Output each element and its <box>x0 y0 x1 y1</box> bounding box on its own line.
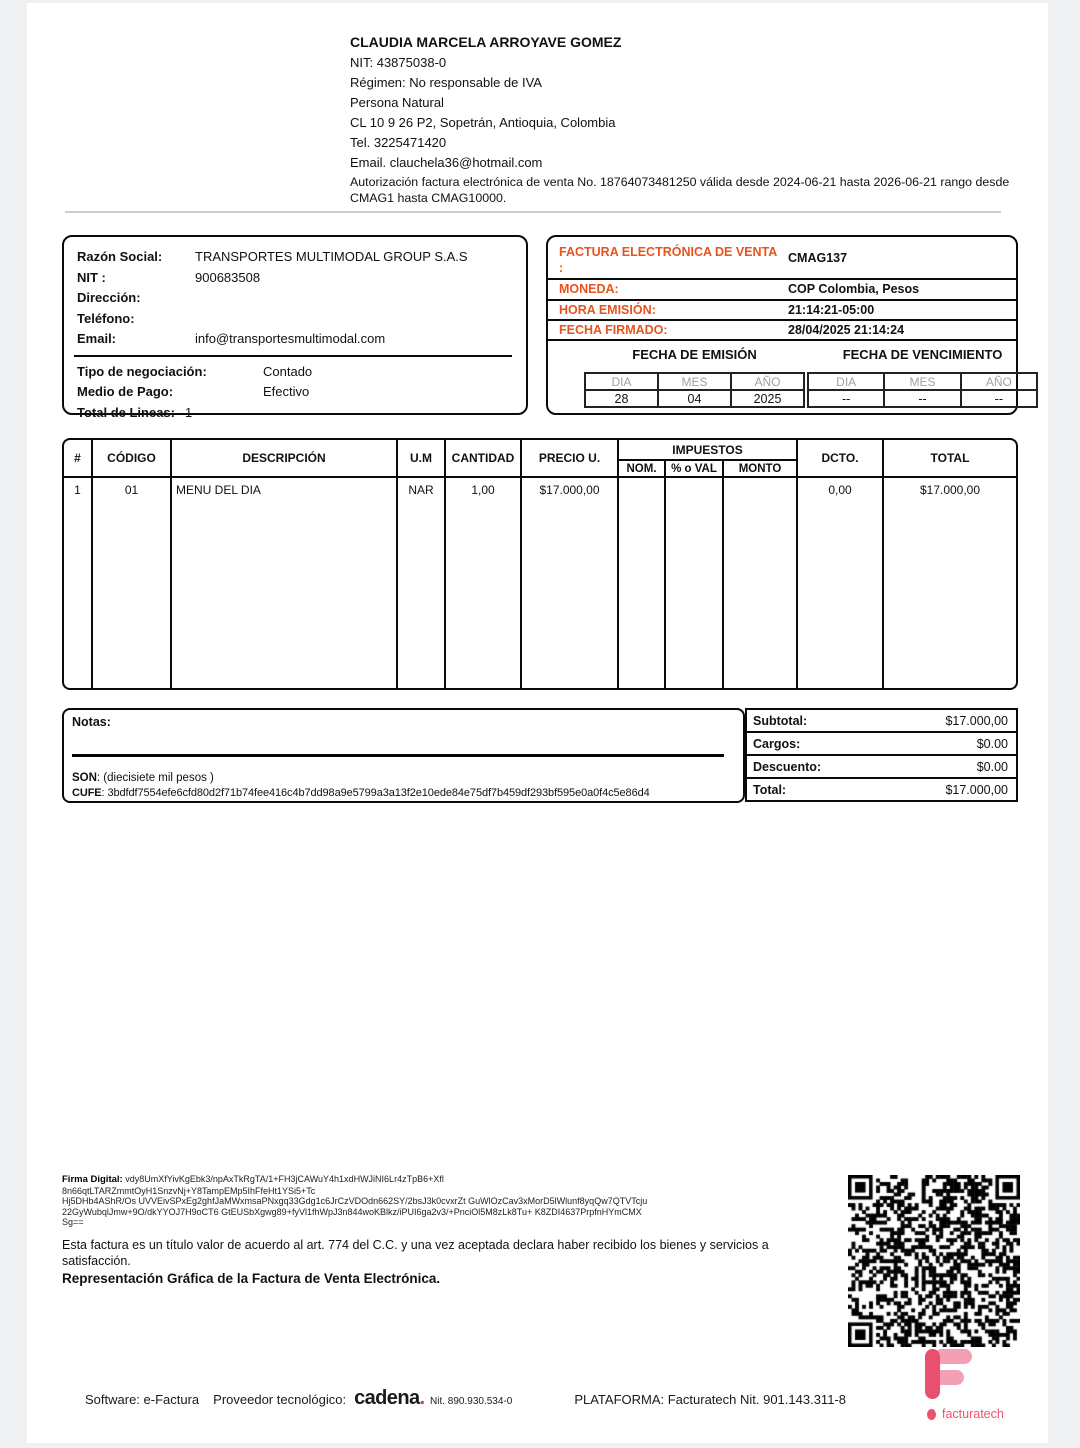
total-lineas-row <box>77 403 518 424</box>
telefono-label: Teléfono: <box>77 310 135 326</box>
col-header-pval: % o VAL <box>664 461 722 478</box>
invoice-meta-box <box>546 235 1018 415</box>
col-header-precio: PRECIO U. <box>520 440 617 478</box>
invoice-page <box>27 3 1048 1443</box>
moneda-value: COP Colombia, Pesos <box>788 282 920 296</box>
item-row-descripcion: MENU DEL DIA <box>170 478 396 688</box>
col-header-num: # <box>64 440 91 478</box>
subtotal-row <box>745 708 1018 733</box>
medio-pago-value: Efectivo <box>263 384 310 399</box>
item-row-num: 1 <box>74 483 81 497</box>
son-line <box>72 772 214 784</box>
hora-emision-label: HORA EMISIÓN: <box>559 303 656 317</box>
issuer-address: CL 10 9 26 P2, Sopetrán, Antioquia, Colombia <box>350 115 616 130</box>
col-header-total: TOTAL <box>882 440 1016 478</box>
customer-email-row <box>77 329 518 350</box>
medio-pago-row <box>77 382 518 403</box>
meta-divider-3 <box>548 319 1016 321</box>
totals-box <box>745 708 1018 802</box>
item-row-cantidad: 1,00 <box>444 478 520 688</box>
tipo-negociacion-row <box>77 362 518 383</box>
items-table <box>62 438 1018 690</box>
firma-line-5: Sg== <box>62 1217 84 1227</box>
fecha-emision-table <box>585 373 804 407</box>
fecha-vencimiento-table <box>808 373 1037 407</box>
descuento-row <box>745 754 1018 779</box>
emision-ano-header: AÑO <box>730 372 805 391</box>
firma-line-1 <box>62 1174 652 1186</box>
representacion-grafica-text: Representación Gráfica de la Factura de Venta Electrónica. <box>62 1271 441 1286</box>
proveedor-label: Proveedor tecnológico: <box>213 1392 347 1407</box>
col-header-dcto: DCTO. <box>796 440 882 478</box>
meta-divider-4 <box>548 339 1016 341</box>
col-header-monto: MONTO <box>722 461 796 478</box>
col-header-descripcion: DESCRIPCIÓN <box>170 440 396 478</box>
razon-social-value: TRANSPORTES MULTIMODAL GROUP S.A.S <box>195 249 468 264</box>
total-lineas-value: 1 <box>185 404 193 420</box>
son-label: SON <box>72 772 97 784</box>
emision-dia-header: DIA <box>584 372 659 391</box>
total-lineas-label: Total de Lineas: <box>77 404 175 420</box>
vencimiento-dia-value: -- <box>807 389 885 408</box>
meta-divider-2 <box>548 299 1016 301</box>
cufe-text: : 3bdfdf7554efe6cfd80d2f71b74fee416c4b7dd98a9e5799a3a13f2e10ede84e75df7b459df293bf595e0a0f4c5e86d4 <box>101 787 650 799</box>
plataforma-label: PLATAFORMA: Facturatech Nit. 901.143.311-8 <box>574 1392 846 1407</box>
issuer-tel: Tel. 3225471420 <box>350 135 447 150</box>
descuento-value: $0.00 <box>976 759 1008 774</box>
razon-social-label: Razón Social: <box>77 249 163 264</box>
facturatech-dot-icon <box>927 1409 936 1420</box>
cargos-label: Cargos: <box>753 736 801 751</box>
customer-box <box>62 235 528 420</box>
total-value: $17.000,00 <box>945 782 1008 797</box>
firma-line-3: Hj5DHb4AShR/Os UVVEivSPxEg2ghfJaMWxmsaPNxgq33Gdg1c6JrCzVDOdn662SY/2bsJ3k0cvxrZt GuWlOzCav3xMorD5lWlunf8yqQw7QTVTcju <box>62 1196 648 1206</box>
software-label: Software: e-Factura <box>85 1392 200 1407</box>
notas-box <box>62 708 745 803</box>
vencimiento-ano-header: AÑO <box>960 372 1038 391</box>
footer-bar <box>85 1387 985 1410</box>
cargos-value: $0.00 <box>976 736 1008 751</box>
item-row-codigo: 01 <box>91 478 170 688</box>
firma-line-2: 8n66qtLTARZmmtOyH1SnzvNj+Y8TampEMp5IhFfeHt1YSi5+Tc <box>62 1185 316 1196</box>
emision-ano-value: 2025 <box>730 389 805 408</box>
fecha-firmado-label: FECHA FIRMADO: <box>559 323 668 337</box>
total-row <box>745 777 1018 802</box>
firma-digital-block <box>62 1174 652 1228</box>
item-row-monto <box>722 478 796 688</box>
item-row-um: NAR <box>396 478 444 688</box>
issuer-authorization: Autorización factura electrónica de venta No. 18764073481250 válida desde 2024-06-21 hasta 2026-06-21 rango desde CMAG1 hasta CMAG10000. <box>350 175 1010 205</box>
emision-mes-header: MES <box>657 372 732 391</box>
emision-dia-value: 28 <box>584 389 659 408</box>
firma-line-4: 22GyWubqlJmw+9O/dkYYOJ7H9oCT6 GtEUSbXgwg89+fyVl1fhWpJ3n844woKBlkz/iPUI6ga2v3/+PnciOl5M8zLk8Tu+ K8ZDI4637PrpfnHYmCMX <box>62 1206 642 1217</box>
customer-nit-value: 900683508 <box>195 269 261 285</box>
vencimiento-ano-value: -- <box>960 389 1038 408</box>
subtotal-value: $17.000,00 <box>945 713 1008 728</box>
customer-box-divider <box>74 355 512 357</box>
issuer-regimen: Régimen: No responsable de IVA <box>350 75 542 90</box>
emision-mes-value: 04 <box>657 389 732 408</box>
factura-label: FACTURA ELECTRÓNICA DE VENTA : <box>559 245 777 275</box>
facturatech-wordmark: facturatech <box>942 1407 1004 1421</box>
cufe-label: CUFE <box>72 787 102 799</box>
header-divider <box>65 211 1001 213</box>
cadena-nit: Nit. 890.930.534-0 <box>430 1396 513 1407</box>
cargos-row <box>745 731 1018 756</box>
customer-email-label: Email: <box>77 331 117 346</box>
col-header-cantidad: CANTIDAD <box>444 440 520 478</box>
vencimiento-mes-value: -- <box>883 389 961 408</box>
notas-label: Notas: <box>72 715 111 729</box>
customer-razon-row <box>77 247 518 268</box>
medio-pago-label: Medio de Pago: <box>77 384 174 399</box>
subtotal-label: Subtotal: <box>753 713 808 728</box>
firma-digital-label: Firma Digital: <box>62 1174 123 1185</box>
issuer-persona: Persona Natural <box>350 95 444 110</box>
direccion-label: Dirección: <box>77 290 141 305</box>
col-header-um: U.M <box>396 440 444 478</box>
fecha-emision-title: FECHA DE EMISIÓN <box>632 347 757 362</box>
item-row-pval <box>664 478 722 688</box>
notas-signature-line <box>72 754 724 757</box>
item-row-precio: $17.000,00 <box>520 478 617 688</box>
descuento-label: Descuento: <box>753 759 822 774</box>
customer-telefono-row <box>77 309 518 330</box>
meta-divider-1 <box>548 278 1016 280</box>
titulo-valor-text: Esta factura es un título valor de acuerdo al art. 774 del C.C. y una vez aceptada declara haber recibido los bienes y servicios a satisfacción. <box>62 1238 769 1268</box>
factura-numero: CMAG137 <box>788 251 848 265</box>
customer-direccion-row <box>77 288 518 309</box>
issuer-name: CLAUDIA MARCELA ARROYAVE GOMEZ <box>350 34 622 50</box>
issuer-email: Email. clauchela36@hotmail.com <box>350 155 543 170</box>
col-header-nom: NOM. <box>617 461 664 478</box>
moneda-label: MONEDA: <box>559 282 619 296</box>
customer-nit-label: NIT : <box>77 269 106 285</box>
cufe-line <box>72 787 650 799</box>
col-header-impuestos: IMPUESTOS <box>617 440 796 461</box>
issuer-header <box>350 31 1022 206</box>
qr-code <box>848 1175 1020 1347</box>
fecha-vencimiento-title: FECHA DE VENCIMIENTO <box>842 347 1003 362</box>
tipo-negociacion-value: Contado <box>263 363 313 379</box>
cadena-logo-dot: . <box>419 1387 426 1409</box>
customer-email-value: info@transportesmultimodal.com <box>195 331 386 346</box>
vencimiento-dia-header: DIA <box>807 372 885 391</box>
cadena-logo-text: cadena <box>354 1387 420 1409</box>
vencimiento-mes-header: MES <box>883 372 961 391</box>
item-row-nom <box>617 478 664 688</box>
item-row-total: $17.000,00 <box>882 478 1016 688</box>
son-text: : (diecisiete mil pesos ) <box>96 772 214 784</box>
tipo-negociacion-label: Tipo de negociación: <box>77 363 207 379</box>
customer-nit-row <box>77 268 518 289</box>
issuer-nit: NIT: 43875038-0 <box>350 55 447 70</box>
col-header-codigo: CÓDIGO <box>91 440 170 478</box>
item-row-dcto: 0,00 <box>796 478 882 688</box>
fecha-firmado-value: 28/04/2025 21:14:24 <box>788 323 905 337</box>
total-label: Total: <box>753 782 787 797</box>
hora-emision-value: 21:14:21-05:00 <box>788 303 875 317</box>
facturatech-logo <box>925 1349 1045 1421</box>
firma-text-1: vdy8UmXfYivKgEbk3/npAxTkRgTA/1+FH3jCAWuY4h1xdHWJiNI6Lr4zTpB6+Xfl <box>125 1174 444 1184</box>
